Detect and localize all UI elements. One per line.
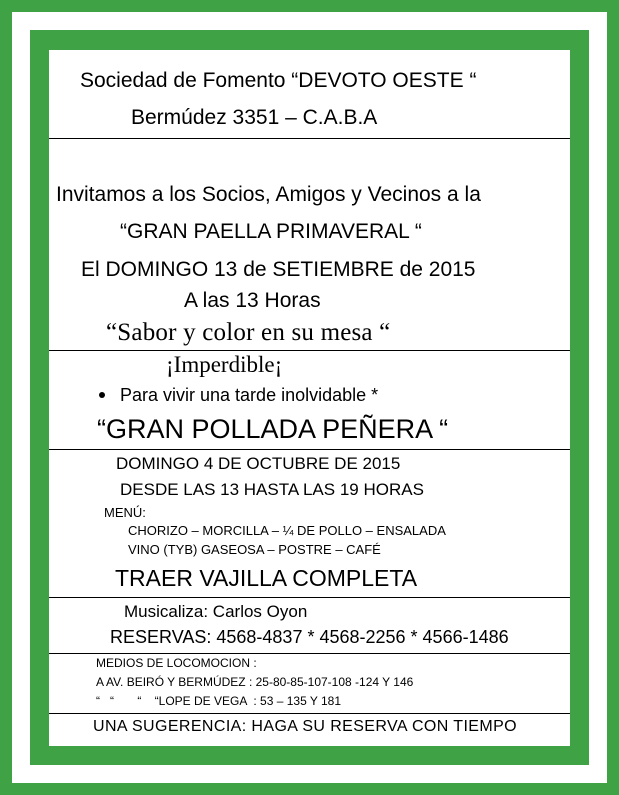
menu-line-1: CHORIZO – MORCILLA – ¼ DE POLLO – ENSALADA [128,523,446,538]
divider-1 [49,138,570,139]
imperdible-heading: ¡Imperdible¡ [166,352,283,377]
pollada-event-name: “GRAN POLLADA PEÑERA “ [97,414,449,444]
transport-line-1: A AV. BEIRÓ Y BERMÚDEZ : 25-80-85-107-108 -124 Y 146 [96,675,414,689]
music-text: Musicaliza: Carlos Oyon [124,602,308,621]
bullet-icon [99,392,105,398]
reservations-text: RESERVAS: 4568-4837 * 4568-2256 * 4566-1486 [110,627,509,647]
transport-line-2: “ “ “ “LOPE DE VEGA : 53 – 135 Y 181 [96,694,342,708]
paella-time: A las 13 Horas [184,289,321,312]
society-address: Bermúdez 3351 – C.A.B.A [131,106,378,129]
pollada-date: DOMINGO 4 DE OCTUBRE DE 2015 [116,454,401,473]
society-name: Sociedad de Fomento “DEVOTO OESTE “ [80,69,477,92]
pollada-hours: DESDE LAS 13 HASTA LAS 19 HORAS [120,480,424,499]
divider-5 [49,653,570,654]
divider-3 [49,449,570,450]
invitation-line: Invitamos a los Socios, Amigos y Vecinos a la [56,183,481,206]
slogan: “Sabor y color en su mesa “ [106,319,391,346]
paella-event-name: “GRAN PAELLA PRIMAVERAL “ [120,220,422,243]
divider-6 [49,713,570,714]
paella-date: El DOMINGO 13 de SETIEMBRE de 2015 [81,258,476,281]
divider-2 [49,350,570,351]
vajilla-notice: TRAER VAJILLA COMPLETA [115,565,418,591]
divider-4 [49,597,570,598]
transport-title: MEDIOS DE LOCOMOCION : [96,656,257,670]
suggestion-text: UNA SUGERENCIA: HAGA SU RESERVA CON TIEMPO [93,718,518,735]
menu-label: MENÚ: [104,505,146,520]
menu-line-2: VINO (TYB) GASEOSA – POSTRE – CAFÉ [128,542,381,557]
bullet-text: Para vivir una tarde inolvidable * [120,385,379,405]
